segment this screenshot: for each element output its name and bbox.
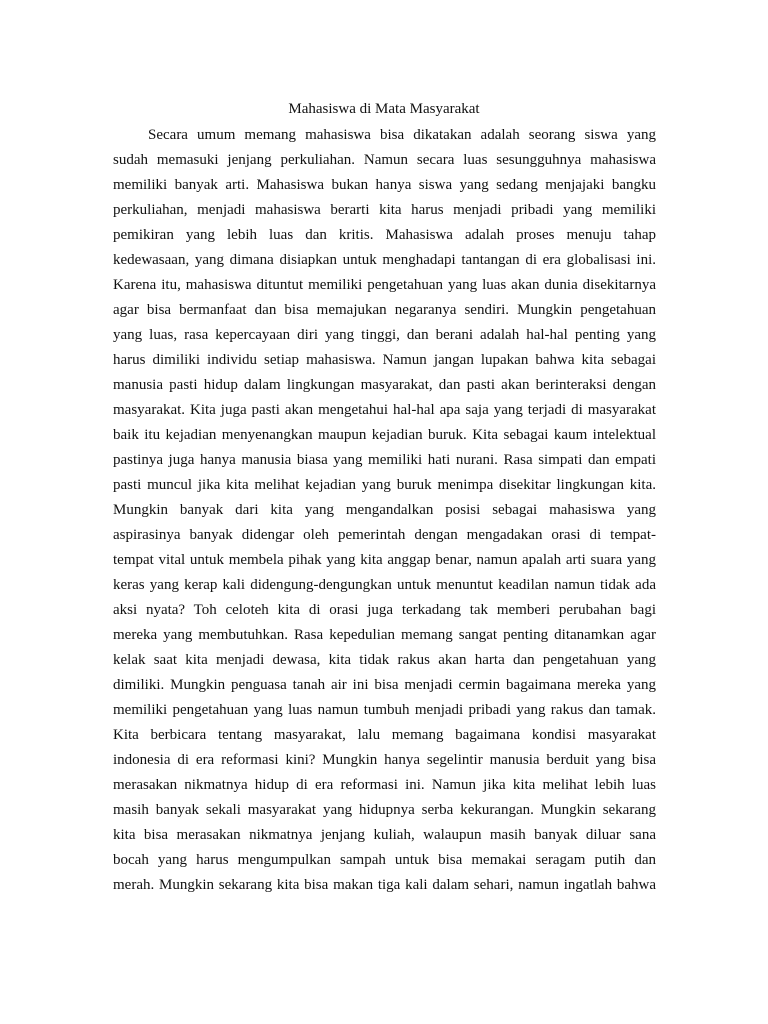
paragraph-line: Secara umum memang mahasiswa bisa dikatakan adalah seorang siswa yang [148, 127, 656, 143]
paragraph-line: bocah yang harus mengumpulkan sampah untuk bisa memakai seragam putih dan [113, 852, 656, 868]
paragraph-line: merah. Mungkin sekarang kita bisa makan tiga kali dalam sehari, namun ingatlah bahwa [113, 877, 656, 893]
paragraph-line: mereka yang membutuhkan. Rasa kepedulian memang sangat penting ditanamkan agar [113, 627, 656, 643]
paragraph-line: aksi nyata? Toh celoteh kita di orasi juga terkadang tak memberi perubahan bagi [113, 602, 656, 618]
paragraph-line: baik itu kejadian menyenangkan maupun kejadian buruk. Kita sebagai kaum intelektual [113, 427, 656, 443]
paragraph-line: pasti muncul jika kita melihat kejadian yang buruk menimpa disekitar lingkungan kita. [113, 477, 656, 493]
paragraph-line: Mungkin banyak dari kita yang mengandalkan posisi sebagai mahasiswa yang [113, 502, 656, 518]
paragraph-line: indonesia di era reformasi kini? Mungkin hanya segelintir manusia berduit yang bisa [113, 752, 656, 768]
paragraph-line: tempat vital untuk membela pihak yang kita anggap benar, namun apalah arti suara yang [113, 552, 656, 568]
paragraph-line: pemikiran yang lebih luas dan kritis. Mahasiswa adalah proses menuju tahap [113, 227, 656, 243]
paragraph-line: keras yang kerap kali didengung-dengungkan untuk menuntut keadilan namun tidak ada [113, 577, 656, 593]
paragraph-line: agar bisa bermanfaat dan bisa memajukan negaranya sendiri. Mungkin pengetahuan [113, 302, 656, 318]
paragraph-line: kita bisa merasakan nikmatnya jenjang kuliah, walaupun masih banyak diluar sana [113, 827, 656, 843]
paragraph-line: perkuliahan, menjadi mahasiswa berarti kita harus menjadi pribadi yang memiliki [113, 202, 656, 218]
paragraph-line: memiliki banyak arti. Mahasiswa bukan hanya siswa yang sedang menjajaki bangku [113, 177, 656, 193]
paragraph-line: kelak saat kita menjadi dewasa, kita tidak rakus akan harta dan pengetahuan yang [113, 652, 656, 668]
paragraph-line: Karena itu, mahasiswa dituntut memiliki pengetahuan yang luas akan dunia disekitarnya [113, 277, 656, 293]
paragraph-line: dimiliki. Mungkin penguasa tanah air ini bisa menjadi cermin bagaimana mereka yang [113, 677, 656, 693]
paragraph-line: merasakan nikmatnya hidup di era reformasi ini. Namun jika kita melihat lebih luas [113, 777, 656, 793]
paragraph-line: pastinya juga hanya manusia biasa yang memiliki hati nurani. Rasa simpati dan empati [113, 452, 656, 468]
paragraph-line: masyarakat. Kita juga pasti akan mengetahui hal-hal apa saja yang terjadi di masyarakat [113, 402, 656, 418]
paragraph-line: memiliki pengetahuan yang luas namun tumbuh menjadi pribadi yang rakus dan tamak. [113, 702, 656, 718]
paragraph-line: masih banyak sekali masyarakat yang hidupnya serba kekurangan. Mungkin sekarang [113, 802, 656, 818]
paragraph-line: Kita berbicara tentang masyarakat, lalu memang bagaimana kondisi masyarakat [113, 727, 656, 743]
paragraph-line: harus dimiliki individu setiap mahasiswa. Namun jangan lupakan bahwa kita sebagai [113, 352, 656, 368]
paragraph-line: yang luas, rasa kepercayaan diri yang tinggi, dan berani adalah hal-hal penting yang [113, 327, 656, 343]
paragraph-line: sudah memasuki jenjang perkuliahan. Namun secara luas sesungguhnya mahasiswa [113, 152, 656, 168]
paragraph-line: manusia pasti hidup dalam lingkungan masyarakat, dan pasti akan berinteraksi dengan [113, 377, 656, 393]
document-title: Mahasiswa di Mata Masyarakat [288, 101, 480, 117]
paragraph-line: aspirasinya banyak didengar oleh pemerintah dengan mengadakan orasi di tempat- [113, 527, 656, 543]
paragraph-line: kedewasaan, yang dimana disiapkan untuk menghadapi tantangan di era globalisasi ini. [113, 252, 656, 268]
